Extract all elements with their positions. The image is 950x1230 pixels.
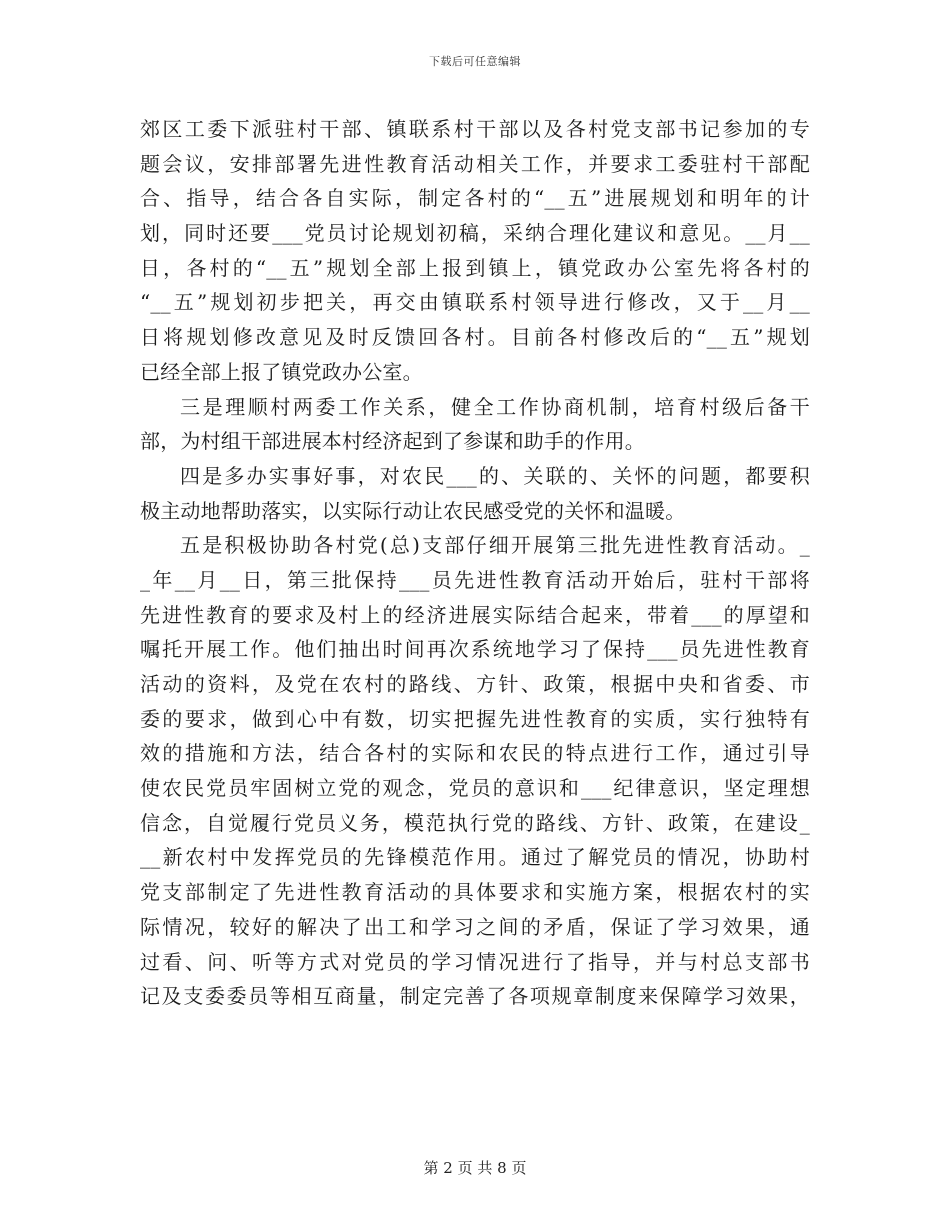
- paragraph-four-line: 四是多办实事好事，对农民___的、关联的、关怀的问题，都要积: [180, 463, 810, 488]
- paragraph-five-line: 际情况，较好的解决了出工和学习之间的矛盾，保证了学习效果，通: [140, 914, 810, 939]
- body-line: “__五”规划初步把关，再交由镇联系村领导进行修改，又于__月__: [140, 290, 810, 315]
- paragraph-five-line: 过看、问、听等方式对党员的学习情况进行了指导，并与村总支部书: [140, 949, 810, 974]
- page-header: 下载后可任意编辑: [429, 55, 521, 68]
- body-line: 题会议，安排部署先进性教育活动相关工作，并要求工委驻村干部配: [140, 151, 810, 176]
- paragraph-five-line: 党支部制定了先进性教育活动的具体要求和实施方案，根据农村的实: [140, 880, 810, 905]
- paragraph-five-line: 嘱托开展工作。他们抽出时间再次系统地学习了保持___员先进性教育: [140, 637, 810, 662]
- document-body: [140, 112, 810, 1014]
- paragraph-five-line: __新农村中发挥党员的先锋模范作用。通过了解党员的情况，协助村: [140, 845, 810, 870]
- body-line: 划，同时还要___党员讨论规划初稿，采纳合理化建议和意见。__月__: [140, 221, 810, 246]
- body-line: 郊区工委下派驻村干部、镇联系村干部以及各村党支部书记参加的专: [140, 117, 810, 141]
- paragraph-five-line: 活动的资料，及党在农村的路线、方针、政策，根据中央和省委、市: [140, 672, 810, 696]
- paragraph-five-line: 效的措施和方法，结合各村的实际和农民的特点进行工作，通过引导: [140, 741, 810, 766]
- paragraph-five-line: _年__月__日，第三批保持___员先进性教育活动开始后，驻村干部将: [140, 567, 810, 592]
- body-line: 日将规划修改意见及时反馈回各村。目前各村修改后的“__五”规划: [140, 325, 810, 350]
- paragraph-five-line: 委的要求，做到心中有数，切实把握先进性教育的实质，实行独特有: [140, 706, 810, 731]
- paragraph-four-line: 极主动地帮助落实，以实际行动让农民感受党的关怀和温暖。: [140, 498, 686, 523]
- paragraph-five-line: 信念，自觉履行党员义务，模范执行党的路线、方针、政策，在建设_: [140, 810, 810, 835]
- paragraph-three-line: 三是理顺村两委工作关系，健全工作协商机制，培育村级后备干: [180, 394, 810, 419]
- body-line: 合、指导，结合各自实际，制定各村的“__五”进展规划和明年的计: [140, 186, 810, 211]
- paragraph-five-line: 先进性教育的要求及村上的经济进展实际结合起来，带着___的厚望和: [140, 602, 810, 627]
- body-line: 已经全部上报了镇党政办公室。: [140, 359, 423, 384]
- paragraph-five-line: 使农民党员牢固树立党的观念，党员的意识和___纪律意识，坚定理想: [140, 776, 810, 801]
- page-number: 第 2 页 共 8 页: [423, 1159, 527, 1177]
- paragraph-three-line: 部，为村组干部进展本村经济起到了参谋和助手的作用。: [140, 429, 645, 454]
- paragraph-five-line: 五是积极协助各村党(总)支部仔细开展第三批先进性教育活动。_: [180, 533, 810, 558]
- paragraph-five-line: 记及支委委员等相互商量，制定完善了各项规章制度来保障学习效果，: [140, 984, 810, 1009]
- body-line: 日，各村的“__五”规划全部上报到镇上，镇党政办公室先将各村的: [140, 255, 810, 280]
